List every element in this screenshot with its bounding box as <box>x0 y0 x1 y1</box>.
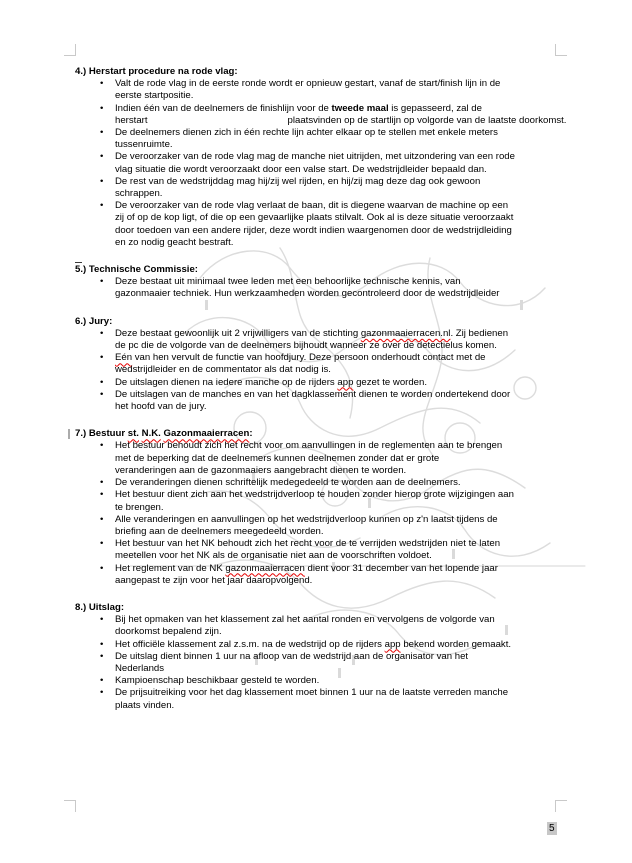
text-segment: wedstrijdleider en de commentator als dat nodig is. <box>115 364 331 376</box>
text-segment: Het bestuur dient zich aan het wedstrijdverloop te houden zonder hierop grote wijzigingen aan <box>115 489 514 501</box>
misspelled-word: st. <box>127 428 139 440</box>
bullet-marker: • <box>100 687 104 699</box>
bullet-marker: • <box>100 538 104 550</box>
bullet-item <box>75 538 575 562</box>
bullet-text <box>115 103 566 127</box>
bullet-marker: • <box>100 638 104 650</box>
bullet-item <box>75 477 575 489</box>
bullet-marker: • <box>100 78 104 90</box>
bullet-item <box>75 200 575 249</box>
bullet-text <box>115 563 498 587</box>
section-heading <box>75 66 575 78</box>
text-segment: Deze bestaat gewoonlijk uit 2 vrijwilligers van de stichting <box>115 327 361 339</box>
text-segment: De deelnemers dienen zich in één rechte lijn achter elkaar op te stellen met enkele meters <box>115 127 498 139</box>
bullet-item <box>75 514 575 538</box>
bullet-text <box>115 276 500 300</box>
bullet-text <box>115 477 461 489</box>
bullet-item <box>75 563 575 587</box>
section-uitslag <box>75 602 575 712</box>
text-segment: Alle veranderingen en aanvullingen op het wedstrijdverloop kunnen op z'n laatst tijdens de <box>115 513 498 525</box>
bullet-text <box>115 377 427 389</box>
misspelled-word: app <box>337 376 354 388</box>
bullet-text <box>115 200 513 249</box>
page-number-field: 5 <box>549 823 555 834</box>
bullet-marker: • <box>100 562 104 574</box>
text-segment: met de beperking dat de deelnemers kunnen deelnemen zonder dat er grote <box>115 452 440 464</box>
bullet-marker: • <box>100 440 104 452</box>
bullet-marker: • <box>100 477 104 489</box>
text-segment: briefing aan de deelnemers meegedeeld worden. <box>115 525 324 537</box>
bullet-item <box>75 614 575 638</box>
misspelled-word: gazonmaaierracen <box>225 562 305 574</box>
bullet-text <box>115 538 500 562</box>
bullet-text <box>115 78 500 102</box>
text-segment: Nederlands <box>115 662 165 674</box>
text-segment: van hen vervult de functie van hoofdjury. Deze persoon onderhoudt contact met de <box>132 352 486 364</box>
text-segment: De uitslagen van de manches en van het dagklassement dienen te worden ondertekend door <box>115 388 511 400</box>
bullet-marker: • <box>100 151 104 163</box>
bullet-marker: • <box>100 102 104 114</box>
bullet-item <box>75 639 575 651</box>
bullet-item <box>75 352 575 376</box>
text-segment: plaatsvinden op de startlijn op volgorde van de laatste doorkomst. <box>287 114 567 126</box>
section-herstart-procedure <box>75 66 575 249</box>
bullet-text <box>115 639 511 651</box>
text-segment: 7.) Bestuur <box>75 428 128 440</box>
text-segment: doorkomst bepalend zijn. <box>115 626 222 638</box>
bullet-marker: • <box>100 276 104 288</box>
section-bestuur <box>75 428 575 587</box>
bullet-item <box>75 78 575 102</box>
text-segment: gazonmaaier techniek. Hun werkzaamheden worden gecontroleerd door de wedstrijdleider <box>115 288 500 300</box>
section-heading <box>75 316 575 328</box>
text-segment: 4.) Herstart procedure na rode vlag: <box>75 66 238 77</box>
bullet-item <box>75 103 575 127</box>
text-segment: en zo nodig geacht bestraft. <box>115 236 234 248</box>
text-segment: door toedoen van een andere rijder, deze wordt indien waargenomen door de wedstrijdleiding <box>115 224 512 236</box>
bullet-marker: • <box>100 175 104 187</box>
text-segment: Het reglement van de NK <box>115 562 226 574</box>
text-segment: Valt de rode vlag in de eerste ronde wordt er opnieuw gestart, vanaf de start/finish lijn in de <box>115 78 501 90</box>
text-segment: plaats vinden. <box>115 699 175 711</box>
bullet-marker: • <box>100 650 104 662</box>
text-segment: De rest van de wedstrijddag mag hij/zij wel rijden, en hij/zij mag deze dag ook gewoon <box>115 175 481 187</box>
bullet-marker: • <box>100 127 104 139</box>
text-segment: Indien één van de deelnemers de finishlijn voor de <box>115 102 332 114</box>
bullet-marker: • <box>100 614 104 626</box>
bullet-marker: • <box>100 327 104 339</box>
bullet-text <box>115 127 498 151</box>
misspelled-word: N.K. <box>141 428 161 440</box>
section-technische-commissie <box>75 264 575 301</box>
bullet-marker: • <box>100 675 104 687</box>
misspelled-word: Gazonmaaierracen <box>163 428 250 440</box>
text-segment: Het bestuur behoudt zich het recht voor om aanvullingen in de reglementen aan te brengen <box>115 440 503 452</box>
bullet-item <box>75 127 575 151</box>
text-segment: zij of op de kop ligt, of die op een gevaarlijke plaats stilvalt. Ook al is deze situatie veroorzaakt <box>115 212 514 224</box>
text-segment: bekend worden gemaakt. <box>400 638 512 650</box>
sections-container <box>75 66 575 712</box>
text-segment: tussenruimte. <box>115 139 173 151</box>
bullet-item <box>75 389 575 413</box>
bullet-text <box>115 440 502 477</box>
text-segment: 6.) Jury: <box>75 315 113 327</box>
text-segment: : <box>249 428 253 440</box>
text-segment: . Zij bedienen <box>450 327 509 339</box>
bullet-text <box>115 489 514 513</box>
bullet-marker: • <box>100 489 104 501</box>
bullet-text <box>115 151 515 175</box>
bullet-marker: • <box>100 388 104 400</box>
text-segment: meetellen voor het NK als de organisatie niet aan de voorschriften voldoet. <box>115 550 432 562</box>
section-heading <box>75 428 575 440</box>
text-segment: Bij het opmaken van het klassement zal het aantal ronden en vervolgens de volgorde van <box>115 614 495 626</box>
bullet-item <box>75 328 575 352</box>
bullet-text <box>115 687 508 711</box>
text-segment: De veranderingen dienen schriftelijk medegedeeld te worden aan de deelnemers. <box>115 477 461 489</box>
text-segment: 8.) Uitslag: <box>75 601 125 613</box>
bullet-text <box>115 514 498 538</box>
bullet-text <box>115 389 510 413</box>
bullet-item <box>75 440 575 477</box>
bullet-item <box>75 176 575 200</box>
crop-mark-top-left <box>64 44 76 56</box>
text-segment: vlag situatie die wordt veroorzaakt door een valse start. De wedstrijdleider bepaald dan. <box>115 163 487 175</box>
bullet-item <box>75 276 575 300</box>
bullet-text <box>115 352 486 376</box>
text-segment: veranderingen aan de gazonmaaiers aangebracht dienen te worden. <box>115 464 407 476</box>
crop-mark-top-right <box>555 44 567 56</box>
text-segment: gezet te worden. <box>353 376 428 388</box>
crop-mark-bottom-right <box>555 800 567 812</box>
bullet-marker: • <box>100 513 104 525</box>
bullet-item <box>75 377 575 389</box>
text-segment: 5.) Technische Commissie: <box>75 264 198 276</box>
text-segment: Kampioenschap beschikbaar gesteld te worden. <box>115 675 320 687</box>
text-segment: schrappen. <box>115 188 163 200</box>
bullet-item <box>75 675 575 687</box>
bullet-text <box>115 651 468 675</box>
text-segment: de pc die de volgorde van de deelnemers bijhoudt wanneer ze over de detectielus komen. <box>115 340 497 352</box>
misspelled-word: app <box>384 638 401 650</box>
bullet-marker: • <box>100 200 104 212</box>
section-heading <box>75 264 575 276</box>
bullet-text <box>115 614 495 638</box>
misspelled-word: Eén <box>115 352 133 364</box>
text-segment: het hoofd van de jury. <box>115 401 207 413</box>
crop-mark-bottom-left <box>64 800 76 812</box>
bullet-marker: • <box>100 352 104 364</box>
misspelled-word: gazonmaaierracen.nl <box>360 327 451 339</box>
text-segment: tweede maal <box>331 102 389 114</box>
bullet-item <box>75 151 575 175</box>
bullet-text <box>115 328 508 352</box>
bullet-item <box>75 687 575 711</box>
text-segment: De uitslag dient binnen 1 uur na afloop van de wedstrijd aan de organisator van het <box>115 650 469 662</box>
text-segment: aangepast te zijn voor het jaar daaropvolgend. <box>115 574 313 586</box>
text-segment: Het bestuur van het NK behoudt zich het recht voor de te verrijden wedstrijden niet te laten <box>115 538 501 550</box>
bullet-item <box>75 651 575 675</box>
bullet-text <box>115 675 319 687</box>
text-segment: De prijsuitreiking voor het dag klassement moet binnen 1 uur na de laatste verreden manche <box>115 687 509 699</box>
bullet-item <box>75 489 575 513</box>
text-segment: De veroorzaker van de rode vlag mag de manche niet uitrijden, met uitzondering van een rode <box>115 151 515 163</box>
text-segment: dient voor 31 december van het lopende jaar <box>304 562 498 574</box>
text-segment: eerste startpositie. <box>115 90 194 102</box>
text-segment: De uitslagen dienen na iedere manche op de rijders <box>115 376 338 388</box>
bullet-marker: • <box>100 376 104 388</box>
section-heading <box>75 602 575 614</box>
section-jury <box>75 316 575 414</box>
text-segment: herstart <box>115 114 148 126</box>
text-segment: te brengen. <box>115 501 164 513</box>
text-segment: Deze bestaat uit minimaal twee leden met een behoorlijke technische kennis, van <box>115 276 461 288</box>
bullet-text <box>115 176 480 200</box>
text-segment: Het officiële klassement zal z.s.m. na de wedstrijd op de rijders <box>115 638 385 650</box>
text-segment: De veroorzaker van de rode vlag verlaat de baan, dit is diegene waarvan de machine op een <box>115 200 509 212</box>
text-segment: is gepasseerd, zal de <box>388 102 482 114</box>
